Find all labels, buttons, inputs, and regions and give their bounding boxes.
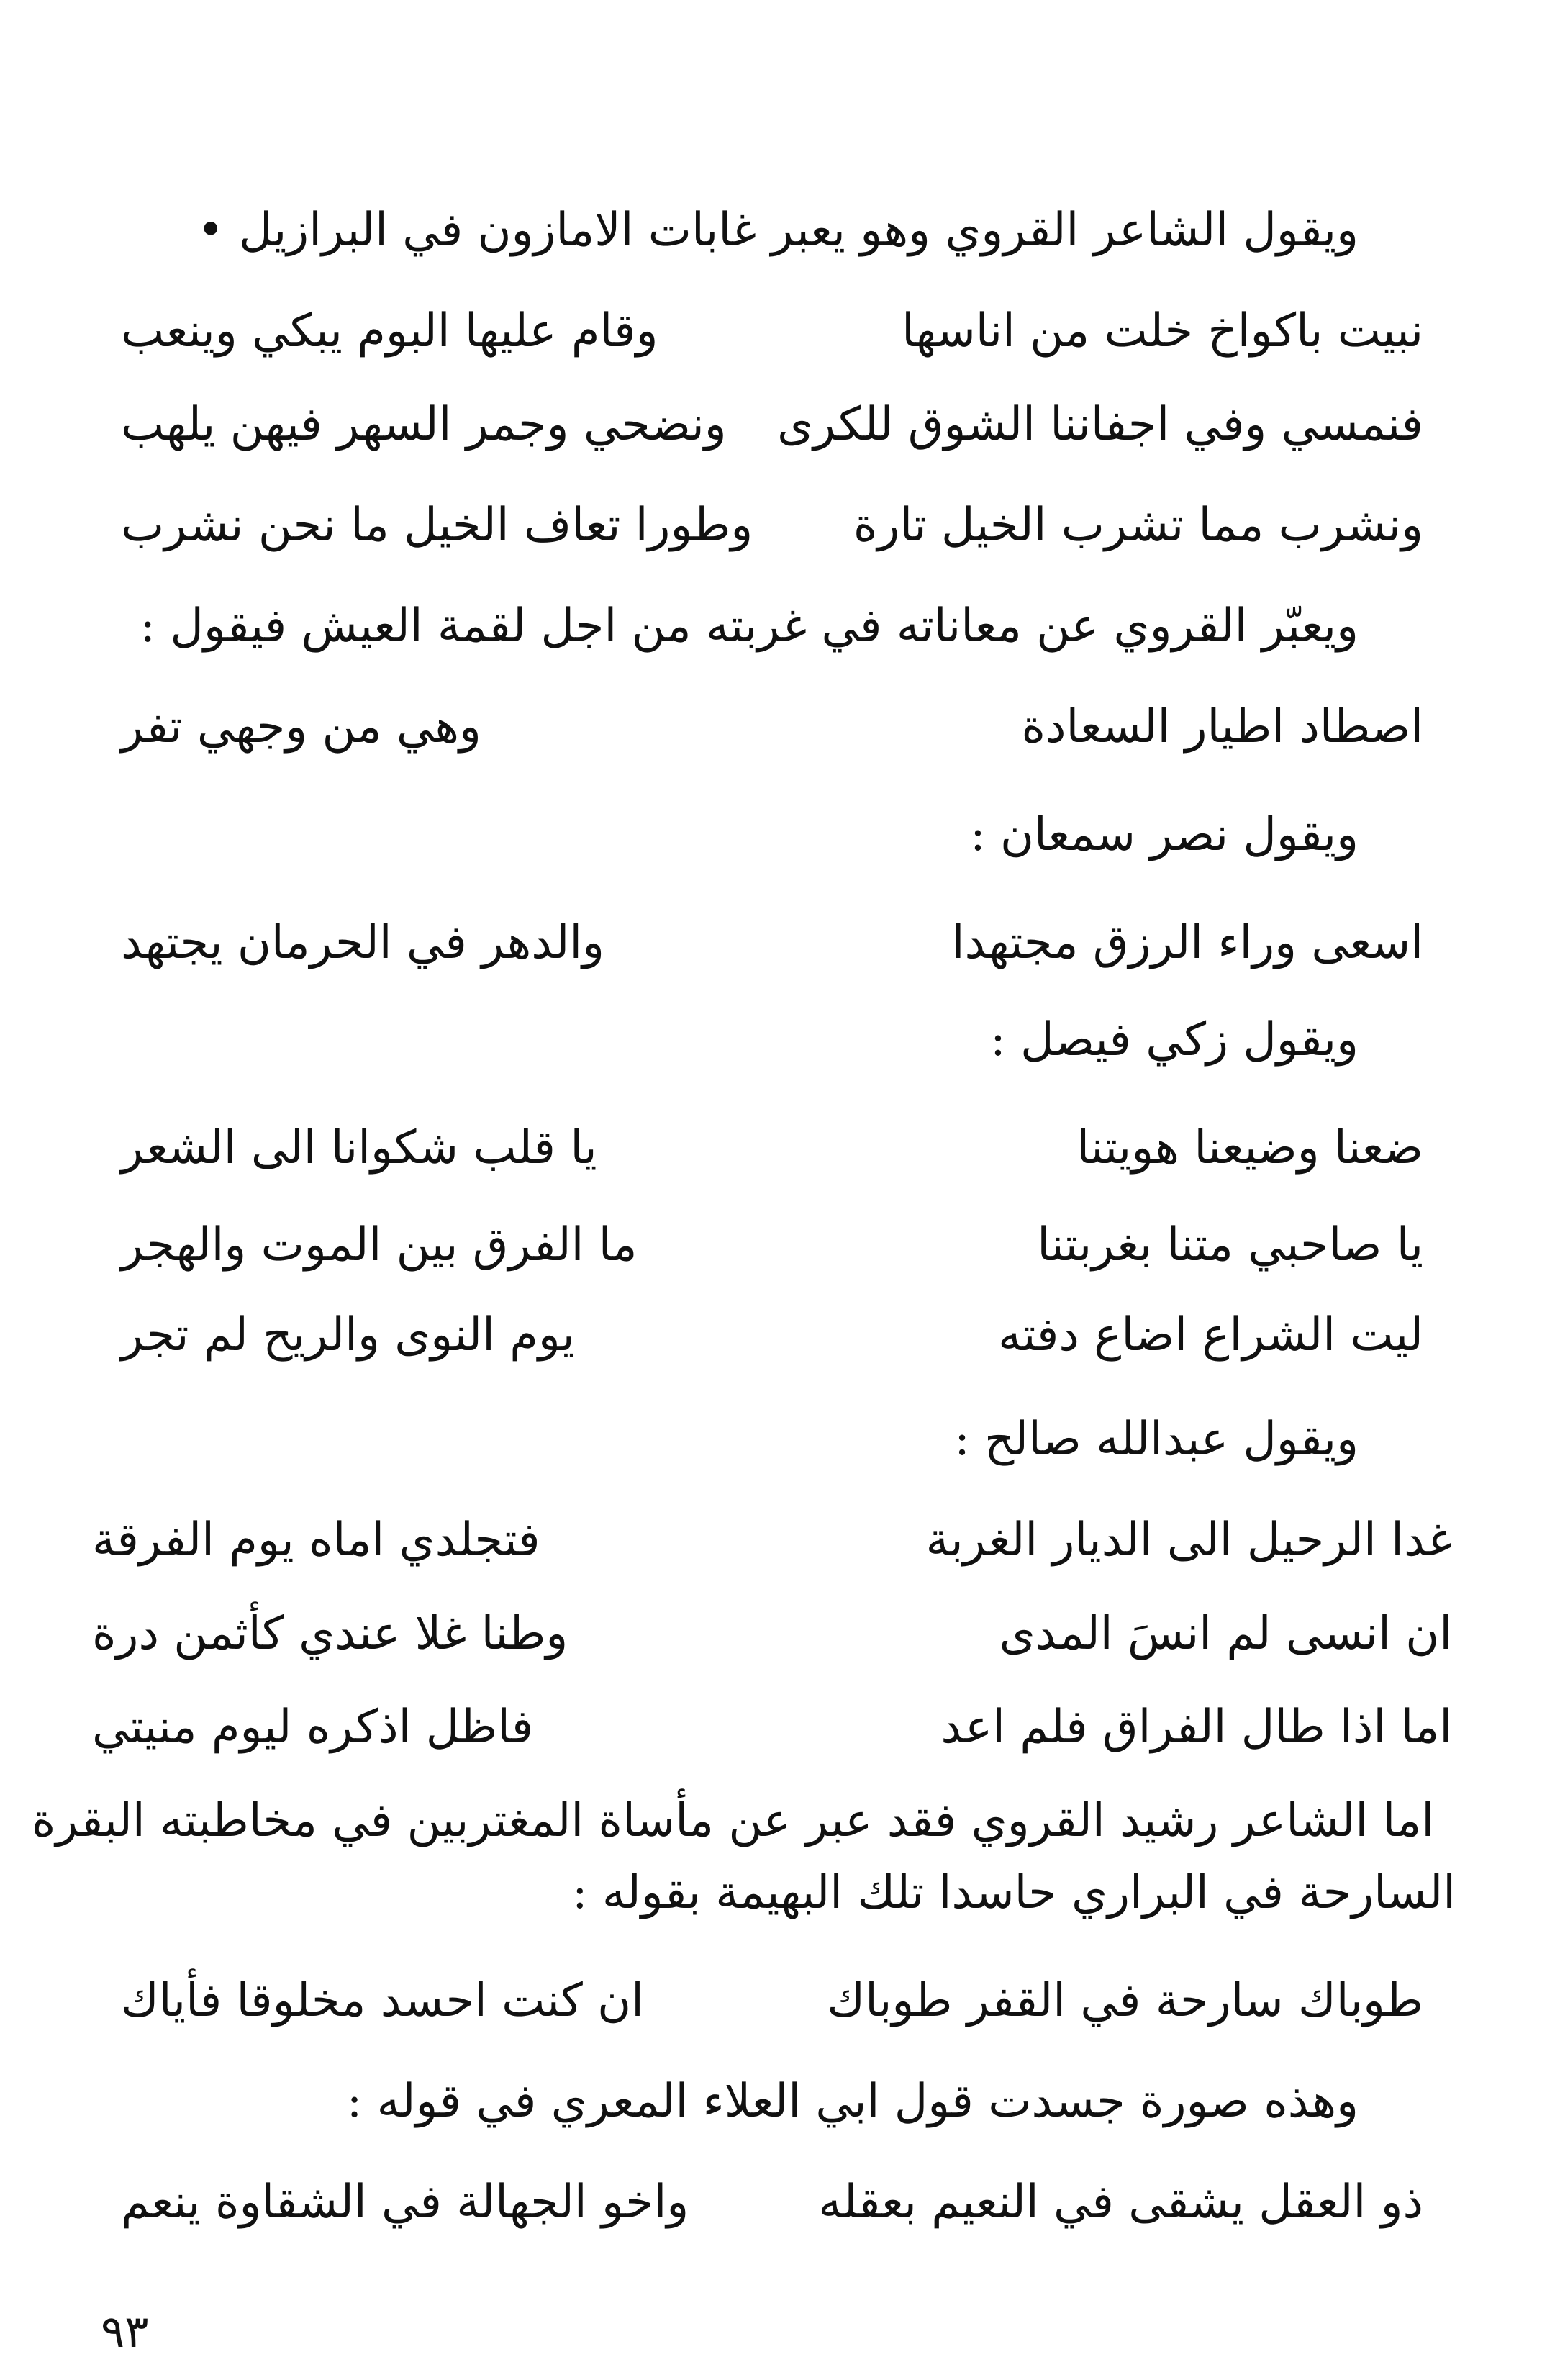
verse-row: [92, 1504, 1452, 1576]
verse-hemistich-second: فتجلدي اماه يوم الفرقة: [92, 1513, 540, 1567]
verse-hemistich-first: نبيت باكواخ خلت من اناسها: [902, 304, 1423, 358]
verse-row: [121, 2166, 1423, 2238]
verse-hemistich-second: يا قلب شكوانا الى الشعر: [121, 1121, 597, 1175]
verse-hemistich-first: ليت الشراع اضاع دفته: [998, 1308, 1423, 1362]
intro-line-3: ويقول نصر سمعان :: [970, 808, 1359, 861]
verse-hemistich-first: طوباك سارحة في القفر طوباك: [827, 1974, 1423, 2027]
verse-hemistich-second: وطنا غلا عندي كأثمن درة: [92, 1607, 568, 1660]
verse-hemistich-second: وقام عليها البوم يبكي وينعب: [121, 304, 658, 358]
paragraph-line-1: اما الشاعر رشيد القروي فقد عبر عن مأساة المغتربين في مخاطبته البقرة: [31, 1794, 1434, 1847]
verse-row: [121, 1965, 1423, 2037]
verse-hemistich-first: ذو العقل يشقى في النعيم بعقله: [818, 2176, 1423, 2229]
verse-hemistich-second: يوم النوى والريح لم تجر: [121, 1308, 575, 1362]
verse-row: [121, 489, 1423, 561]
intro-line-1: ويقول الشاعر القروي وهو يعبر غابات الامازون في البرازيل •: [196, 204, 1359, 257]
verse-row: [92, 1691, 1452, 1763]
verse-row: [92, 1598, 1452, 1670]
verse-row: [121, 691, 1423, 763]
verse-hemistich-second: فاظل اذكره ليوم منيتي: [92, 1701, 534, 1754]
verse-hemistich-second: ان كنت احسد مخلوقا فأياك: [121, 1974, 644, 2027]
verse-row: [121, 389, 1423, 461]
verse-hemistich-second: وطورا تعاف الخيل ما نحن نشرب: [121, 499, 753, 552]
verse-hemistich-first: فنمسي وفي اجفاننا الشوق للكرى: [777, 398, 1423, 451]
verse-row: [121, 907, 1423, 979]
paragraph-line-2: السارحة في البراري حاسدا تلك البهيمة بقوله :: [571, 1866, 1456, 1919]
verse-hemistich-second: واخو الجهالة في الشقاوة ينعم: [121, 2176, 689, 2229]
intro-line-2: ويعبّر القروي عن معاناته في غربته من اجل لقمة العيش فيقول :: [140, 599, 1359, 653]
verse-hemistich-first: ونشرب مما تشرب الخيل تارة: [853, 499, 1423, 552]
verse-row: [121, 1112, 1423, 1184]
verse-hemistich-first: غدا الرحيل الى الديار الغربة: [925, 1513, 1452, 1567]
intro-line-5: ويقول عبدالله صالح :: [954, 1413, 1359, 1466]
intro-line-7: وهذه صورة جسدت قول ابي العلاء المعري في قوله :: [346, 2075, 1359, 2128]
verse-hemistich-first: يا صاحبي متنا بغربتنا: [1037, 1218, 1423, 1272]
verse-hemistich-second: ما الفرق بين الموت والهجر: [121, 1218, 638, 1272]
verse-hemistich-second: ونضحي وجمر السهر فيهن يلهب: [121, 398, 727, 451]
verse-row: [121, 1209, 1423, 1281]
verse-row: [121, 295, 1423, 367]
verse-hemistich-first: اما اذا طال الفراق فلم اعد: [940, 1701, 1452, 1754]
intro-line-4: ويقول زكي فيصل :: [990, 1013, 1359, 1067]
verse-hemistich-second: وهي من وجهي تفر: [121, 700, 481, 754]
verse-hemistich-first: ان انسى لم انسَ المدى: [999, 1607, 1452, 1660]
verse-row: [121, 1299, 1423, 1371]
page-number: ٩٣: [101, 2305, 149, 2358]
verse-hemistich-first: ضعنا وضيعنا هويتنا: [1076, 1121, 1423, 1175]
verse-hemistich-first: اسعى وراء الرزق مجتهدا: [951, 916, 1423, 969]
verse-hemistich-first: اصطاد اطيار السعادة: [1021, 700, 1423, 754]
verse-hemistich-second: والدهر في الحرمان يجتهد: [121, 916, 605, 969]
